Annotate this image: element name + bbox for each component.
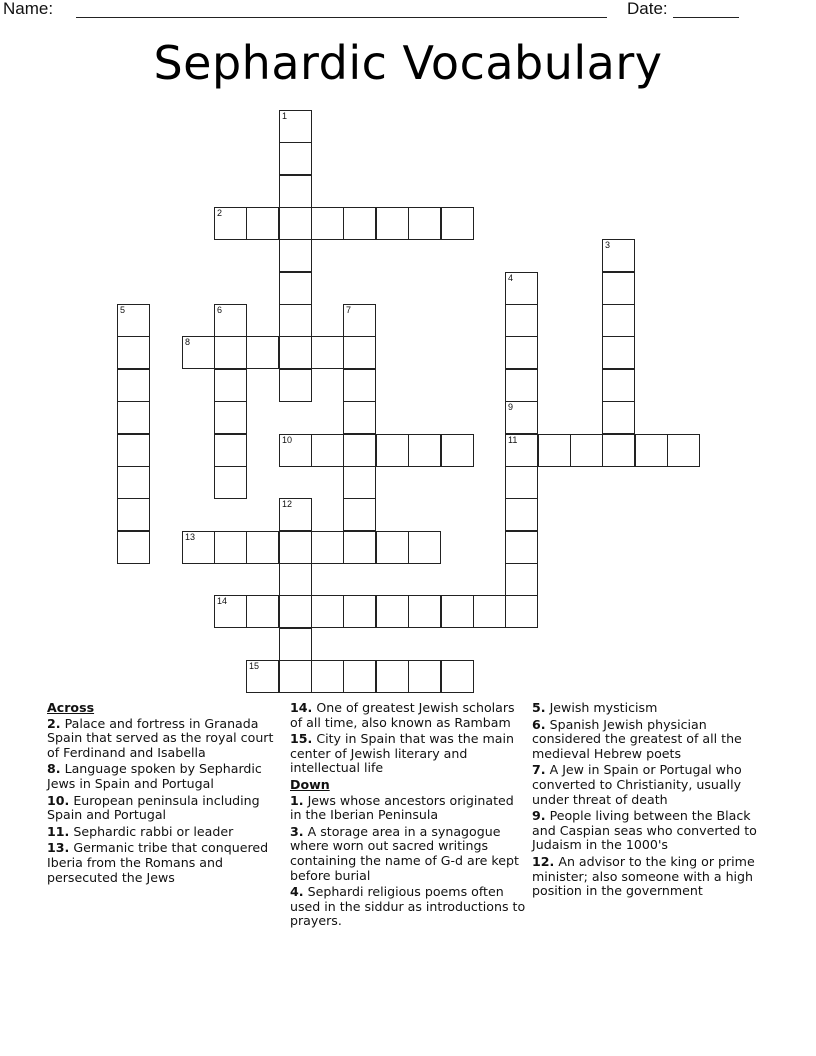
clue-down-12 <box>532 855 772 899</box>
clue-number: 2. <box>47 715 61 731</box>
grid-cell[interactable] <box>279 142 312 175</box>
grid-cell[interactable] <box>279 175 312 208</box>
grid-cell[interactable] <box>538 434 571 467</box>
grid-cell[interactable] <box>117 466 150 499</box>
clue-number: 9. <box>532 808 546 824</box>
grid-cell[interactable] <box>408 434 441 467</box>
grid-cell[interactable] <box>570 434 603 467</box>
grid-cell[interactable] <box>408 531 441 564</box>
cell-number: 15 <box>249 661 260 671</box>
grid-cell[interactable] <box>214 434 247 467</box>
clue-text: Language spoken by Sephardic Jews in Spain and Portugal <box>47 761 262 791</box>
grid-cell[interactable] <box>214 336 247 369</box>
grid-cell[interactable] <box>343 207 376 240</box>
grid-cell[interactable] <box>505 531 538 564</box>
grid-cell[interactable] <box>214 595 247 628</box>
grid-cell[interactable] <box>505 466 538 499</box>
grid-cell[interactable] <box>279 110 312 143</box>
clue-text: An advisor to the king or prime minister; also someone with a high position in the government <box>532 853 755 899</box>
clue-text: Jews whose ancestors originated in the Iberian Peninsula <box>290 792 514 823</box>
clue-text: European peninsula including Spain and Portugal <box>47 792 260 823</box>
grid-cell[interactable] <box>279 498 312 531</box>
clue-down-1 <box>290 794 528 823</box>
grid-cell[interactable] <box>408 207 441 240</box>
clue-across-8 <box>47 762 285 791</box>
grid-cell[interactable] <box>602 336 635 369</box>
grid-cell[interactable] <box>376 531 409 564</box>
grid-cell[interactable] <box>343 434 376 467</box>
grid-cell[interactable] <box>117 434 150 467</box>
across-heading: Across <box>47 700 95 715</box>
clue-across-14 <box>290 701 528 730</box>
grid-cell[interactable] <box>117 401 150 434</box>
clue-text: Sephardi religious poems often used in the siddur as introductions to prayers. <box>290 884 526 929</box>
grid-cell[interactable] <box>311 207 344 240</box>
grid-cell[interactable] <box>117 369 150 402</box>
grid-cell[interactable] <box>117 531 150 564</box>
grid-cell[interactable] <box>279 434 312 467</box>
grid-cell[interactable] <box>343 531 376 564</box>
cell-number: 1 <box>282 111 288 121</box>
clue-down-3 <box>290 825 528 883</box>
clue-text: Palace and fortress in Granada Spain that served as the royal court of Ferdinand and Isabella <box>47 715 274 760</box>
clue-across-11 <box>47 825 285 840</box>
clue-number: 12. <box>532 853 555 869</box>
grid-cell[interactable] <box>279 272 312 305</box>
clue-number: 13. <box>47 840 70 856</box>
clue-text: City in Spain that was the main center of Jewish literary and intellectual life <box>290 731 514 776</box>
clue-text: Jewish mysticism <box>549 700 658 715</box>
clue-number: 4. <box>290 884 304 900</box>
grid-cell[interactable] <box>505 595 538 628</box>
clue-text: People living between the Black and Caspian seas who converted to Judaism in the 1000's <box>532 808 757 853</box>
grid-cell[interactable] <box>279 207 312 240</box>
grid-cell[interactable] <box>246 207 279 240</box>
grid-cell[interactable] <box>505 336 538 369</box>
grid-cell[interactable] <box>343 336 376 369</box>
cell-number: 13 <box>185 532 196 542</box>
clue-number: 14. <box>290 700 313 715</box>
cell-number: 14 <box>217 596 228 606</box>
grid-cell[interactable] <box>117 498 150 531</box>
clue-down-9 <box>532 809 772 853</box>
clue-down-5 <box>532 701 772 716</box>
grid-cell[interactable] <box>246 336 279 369</box>
grid-cell[interactable] <box>311 595 344 628</box>
cell-number: 4 <box>508 273 514 283</box>
grid-cell[interactable] <box>602 304 635 337</box>
clue-column-1 <box>47 701 285 887</box>
grid-cell[interactable] <box>311 336 344 369</box>
grid-cell[interactable] <box>311 531 344 564</box>
cell-number: 2 <box>217 208 223 218</box>
grid-cell[interactable] <box>441 207 474 240</box>
cell-number: 8 <box>185 337 191 347</box>
grid-cell[interactable] <box>214 531 247 564</box>
grid-cell[interactable] <box>279 660 312 693</box>
cell-number: 12 <box>282 499 293 509</box>
clue-text: Sephardic rabbi or leader <box>73 823 234 839</box>
grid-cell[interactable] <box>279 595 312 628</box>
clue-text: Spanish Jewish physician considered the greatest of all the medieval Hebrew poets <box>532 716 742 761</box>
grid-cell[interactable] <box>505 563 538 596</box>
grid-cell[interactable] <box>441 660 474 693</box>
clue-across-10 <box>47 794 285 823</box>
grid-cell[interactable] <box>343 498 376 531</box>
grid-cell[interactable] <box>408 595 441 628</box>
cell-number: 10 <box>282 435 293 445</box>
grid-cell[interactable] <box>376 207 409 240</box>
grid-cell[interactable] <box>279 304 312 337</box>
grid-cell[interactable] <box>343 304 376 337</box>
grid-cell[interactable] <box>602 369 635 402</box>
clue-number: 1. <box>290 792 304 808</box>
clue-number: 3. <box>290 823 304 839</box>
grid-cell[interactable] <box>376 434 409 467</box>
clue-text: Germanic tribe that conquered Iberia from the Romans and persecuted the Jews <box>47 840 269 885</box>
grid-cell[interactable] <box>311 660 344 693</box>
grid-cell[interactable] <box>214 207 247 240</box>
grid-cell[interactable] <box>441 434 474 467</box>
clue-column-3 <box>532 701 772 901</box>
grid-cell[interactable] <box>246 595 279 628</box>
clue-column-2 <box>290 701 528 931</box>
grid-cell[interactable] <box>505 498 538 531</box>
clue-number: 11. <box>47 823 70 839</box>
grid-cell[interactable] <box>602 272 635 305</box>
grid-cell[interactable] <box>246 531 279 564</box>
grid-cell[interactable] <box>441 595 474 628</box>
clue-number: 10. <box>47 792 70 808</box>
grid-cell[interactable] <box>343 660 376 693</box>
grid-cell[interactable] <box>602 434 635 467</box>
grid-cell[interactable] <box>343 466 376 499</box>
grid-cell[interactable] <box>376 595 409 628</box>
grid-cell[interactable] <box>279 531 312 564</box>
grid-cell[interactable] <box>376 660 409 693</box>
clue-down-7 <box>532 763 772 807</box>
grid-cell[interactable] <box>602 239 635 272</box>
grid-cell[interactable] <box>505 434 538 467</box>
clue-number: 15. <box>290 731 313 747</box>
grid-cell[interactable] <box>408 660 441 693</box>
cell-number: 3 <box>605 240 611 250</box>
clue-number: 6. <box>532 716 546 732</box>
clue-text: A Jew in Spain or Portugal who converted to Christianity, usually under threat of death <box>532 762 742 807</box>
grid-cell[interactable] <box>279 336 312 369</box>
clue-number: 5. <box>532 700 546 715</box>
grid-cell[interactable] <box>279 563 312 596</box>
grid-cell[interactable] <box>279 628 312 661</box>
grid-cell[interactable] <box>667 434 700 467</box>
grid-cell[interactable] <box>635 434 668 467</box>
cell-number: 11 <box>508 435 518 445</box>
page-title: Sephardic Vocabulary <box>153 36 663 90</box>
grid-cell[interactable] <box>214 369 247 402</box>
clue-number: 8. <box>47 761 61 777</box>
cell-number: 6 <box>217 305 223 315</box>
clue-across-13 <box>47 841 285 885</box>
grid-cell[interactable] <box>505 369 538 402</box>
grid-cell[interactable] <box>505 401 538 434</box>
grid-cell[interactable] <box>182 531 215 564</box>
grid-cell[interactable] <box>214 304 247 337</box>
grid-cell[interactable] <box>343 401 376 434</box>
name-label: Name: <box>3 0 54 18</box>
clue-down-6 <box>532 718 772 762</box>
grid-cell[interactable] <box>182 336 215 369</box>
clue-across-2 <box>47 717 285 761</box>
clue-number: 7. <box>532 762 546 778</box>
clue-text: One of greatest Jewish scholars of all time, also known as Rambam <box>290 700 515 730</box>
grid-cell[interactable] <box>279 369 312 402</box>
cell-number: 7 <box>346 305 352 315</box>
grid-cell[interactable] <box>117 304 150 337</box>
grid-cell[interactable] <box>602 401 635 434</box>
grid-cell[interactable] <box>343 595 376 628</box>
grid-cell[interactable] <box>214 401 247 434</box>
grid-cell[interactable] <box>246 660 279 693</box>
down-heading: Down <box>290 776 330 792</box>
grid-cell[interactable] <box>279 239 312 272</box>
grid-cell[interactable] <box>117 336 150 369</box>
clue-down-4 <box>290 885 528 929</box>
cell-number: 9 <box>508 402 514 412</box>
grid-cell[interactable] <box>473 595 506 628</box>
grid-cell[interactable] <box>311 434 344 467</box>
grid-cell[interactable] <box>505 304 538 337</box>
grid-cell[interactable] <box>505 272 538 305</box>
clue-text: A storage area in a synagogue where worn out sacred writings containing the name of G-d are kept before burial <box>290 823 519 883</box>
date-label: Date: <box>627 0 668 18</box>
grid-cell[interactable] <box>214 466 247 499</box>
cell-number: 5 <box>120 305 126 315</box>
clue-across-15 <box>290 732 528 776</box>
grid-cell[interactable] <box>343 369 376 402</box>
